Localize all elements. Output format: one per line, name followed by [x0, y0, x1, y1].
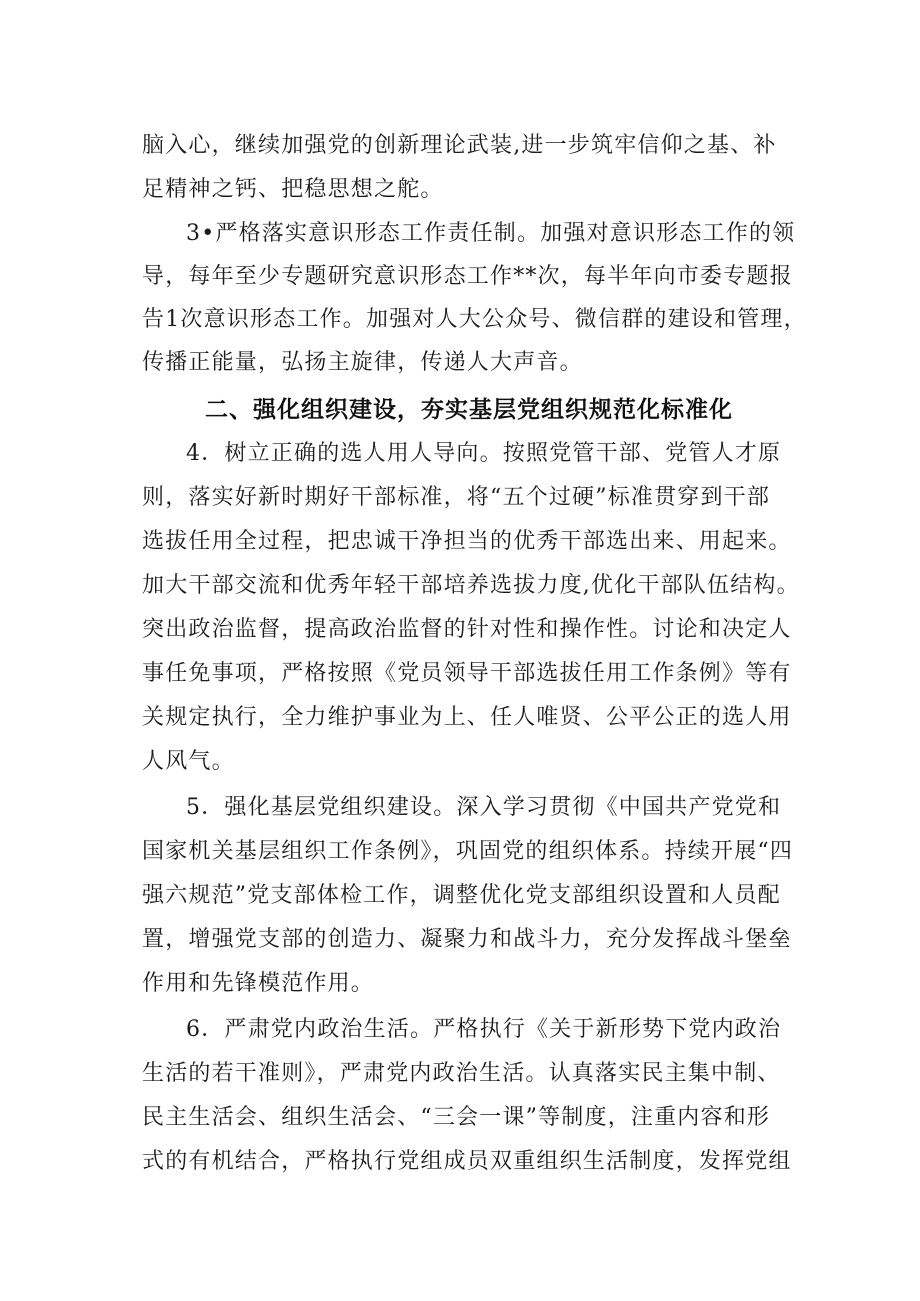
paragraph-line: 事任免事项，严格按照《党员领导干部选拔任用工作条例》等有	[142, 661, 792, 686]
paragraph-line: 强六规范”党支部体检工作，调整优化党支部组织设置和人员配	[142, 883, 781, 908]
section-heading: 二、强化组织建设，夯实基层党组织规范化标准化	[205, 397, 733, 423]
paragraph-line: 3•严格落实意识形态工作责任制。加强对意识形态工作的领	[186, 221, 796, 246]
paragraph-line: 生活的若干准则》，严肃党内政治生活。认真落实民主集中制、	[142, 1061, 781, 1086]
paragraph-line: 导，每年至少专题研究意识形态工作**次，每半年向市委专题报	[142, 264, 793, 289]
paragraph-line: 则，落实好新时期好干部标准，将“五个过硬”标准贯穿到干部	[142, 485, 771, 510]
paragraph-line: 加大干部交流和优秀年轻干部培养选拔力度,优化干部队伍结构。	[142, 573, 800, 598]
paragraph-line: 人风气。	[142, 749, 235, 774]
paragraph-line: 民主生活会、组织生活会、“三会一课”等制度，注重内容和形	[142, 1105, 771, 1130]
paragraph-line: 置，增强党支部的创造力、凝聚力和战斗力，充分发挥战斗堡垒	[142, 927, 792, 952]
paragraph-line: 传播正能量，弘扬主旋律，传递人大声音。	[142, 350, 583, 375]
paragraph-line: 关规定执行，全力维护事业为上、任人唯贤、公平公正的选人用	[142, 705, 792, 730]
paragraph-line: 式的有机结合，严格执行党组成员双重组织生活制度，发挥党组	[142, 1149, 792, 1174]
paragraph-line: 作用和先锋模范作用。	[142, 971, 375, 996]
paragraph-line: 国家机关基层组织工作条例》，巩固党的组织体系。持续开展“四	[142, 839, 794, 864]
paragraph-line: 5．强化基层党组织建设。深入学习贯彻《中国共产党党和	[186, 795, 782, 820]
paragraph-line: 告1次意识形态工作。加强对人大公众号、微信群的建设和管理，	[142, 307, 807, 332]
paragraph-line: 4．树立正确的选人用人导向。按照党管干部、党管人才原	[186, 441, 782, 466]
paragraph-line: 足精神之钙、把稳思想之舵。	[142, 177, 444, 202]
paragraph-line: 6．严肃党内政治生活。严格执行《关于新形势下党内政治	[186, 1017, 782, 1042]
paragraph-line: 选拔任用全过程，把忠诚干净担当的优秀干部选出来、用起来。	[142, 529, 792, 554]
paragraph-line: 突出政治监督，提高政治监督的针对性和操作性。讨论和决定人	[142, 617, 792, 642]
paragraph-line: 脑入心，继续加强党的创新理论武装,进一步筑牢信仰之基、补	[142, 133, 777, 158]
